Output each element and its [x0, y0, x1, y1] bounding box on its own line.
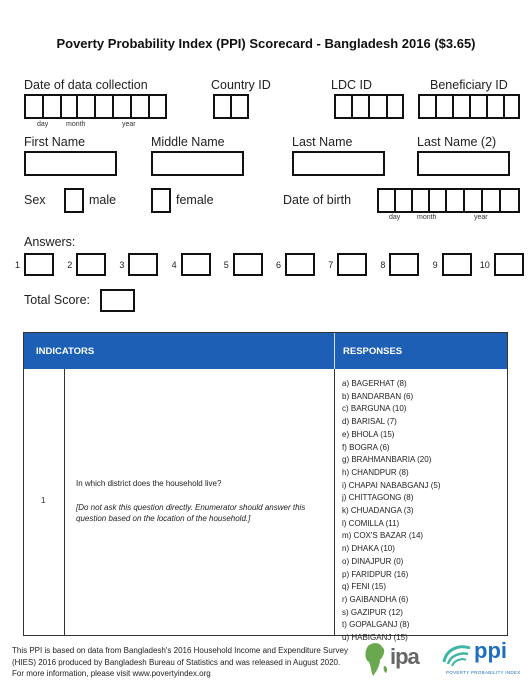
- answer-number-7: 7: [328, 260, 334, 270]
- response-item: b) BANDARBAN (6): [342, 391, 414, 401]
- answer-number-8: 8: [380, 260, 386, 270]
- response-item: i) CHAPAI NABABGANJ (5): [342, 480, 441, 490]
- response-item: r) GAIBANDHA (6): [342, 594, 409, 604]
- footer-text: This PPI is based on data from Bangladesh's 2016 Household Income and Expenditure Survey (HIES) 2016 produced by Bangladesh Bureau of Statistics and was released in August 2020. For more information, please visit www.povertyindex.org: [12, 646, 348, 678]
- response-item: t) GOPALGANJ (8): [342, 620, 410, 630]
- response-item: o) DINAJPUR (0): [342, 556, 404, 566]
- first-name-label: First Name: [24, 135, 86, 149]
- female-label: female: [176, 193, 214, 207]
- country-id-label: Country ID: [211, 78, 271, 92]
- header-indicators: INDICATORS: [36, 346, 95, 357]
- male-label: male: [89, 193, 117, 207]
- date-collection-label: Date of data collection: [24, 78, 148, 92]
- answer-box-5[interactable]: [233, 253, 263, 276]
- total-score-field[interactable]: [100, 289, 135, 312]
- answer-number-5: 5: [223, 260, 229, 270]
- response-item: j) CHITTAGONG (8): [342, 493, 414, 503]
- response-item: m) COX'S BAZAR (14): [342, 531, 424, 541]
- response-item: g) BRAHMANBARIA (20): [342, 455, 432, 465]
- header-responses: RESPONSES: [343, 346, 403, 357]
- response-item: h) CHANDPUR (8): [342, 467, 409, 477]
- table-header: [24, 333, 507, 369]
- question-note: [Do not ask this question directly. Enumerator should answer this question based on the location of the household.]: [76, 503, 306, 523]
- answer-number-6: 6: [276, 260, 282, 270]
- ipa-logo-text: ipa: [390, 644, 419, 669]
- response-item: a) BAGERHAT (8): [342, 379, 407, 388]
- ldc-id-label: LDC ID: [331, 78, 372, 92]
- responses-list: [342, 378, 502, 645]
- ppi-logo-subtext: POVERTY PROBABILITY INDEX: [446, 670, 521, 675]
- answer-number-1: 1: [15, 260, 21, 270]
- answer-box-9[interactable]: [442, 253, 472, 276]
- answer-number-9: 9: [432, 260, 438, 270]
- answer-box-7[interactable]: [337, 253, 367, 276]
- total-score-label: Total Score:: [24, 293, 91, 307]
- response-item: l) COMILLA (11): [342, 518, 400, 528]
- response-item: d) BARISAL (7): [342, 417, 397, 427]
- middle-name-field[interactable]: [151, 151, 244, 176]
- answer-box-2[interactable]: [76, 253, 106, 276]
- answer-box-4[interactable]: [181, 253, 211, 276]
- response-item: u) HABIGANJ (15): [342, 633, 408, 643]
- answer-box-10[interactable]: [494, 253, 524, 276]
- year-label: year: [122, 121, 136, 128]
- beneficiary-id-label: Beneficiary ID: [430, 78, 508, 92]
- page-title: Poverty Probability Index (PPI) Scorecard - Bangladesh 2016 ($3.65): [56, 36, 476, 51]
- answer-number-2: 2: [67, 260, 73, 270]
- female-checkbox[interactable]: [151, 188, 171, 213]
- response-item: q) FENI (15): [342, 582, 387, 592]
- response-item: s) GAZIPUR (12): [342, 607, 403, 617]
- response-item: f) BOGRA (6): [342, 442, 390, 452]
- ppi-logo-text: ppi: [474, 638, 507, 663]
- day-label: day: [37, 121, 49, 128]
- answer-number-3: 3: [119, 260, 125, 270]
- ppi-logo: [440, 638, 525, 682]
- response-item: k) CHUADANGA (3): [342, 506, 414, 516]
- last-name-2-field[interactable]: [417, 151, 510, 176]
- row-number: 1: [41, 496, 46, 505]
- indicators-table: [23, 332, 508, 643]
- response-item: e) BHOLA (15): [342, 429, 395, 439]
- ipa-logo: [362, 638, 432, 680]
- last-name-label: Last Name: [292, 135, 353, 149]
- answer-box-8[interactable]: [389, 253, 419, 276]
- first-name-field[interactable]: [24, 151, 117, 176]
- sex-label: Sex: [24, 193, 46, 207]
- dob-month-label: month: [417, 214, 437, 221]
- male-checkbox[interactable]: [64, 188, 84, 213]
- answer-box-1[interactable]: [24, 253, 54, 276]
- response-item: c) BARGUNA (10): [342, 404, 407, 414]
- answers-label: Answers:: [24, 235, 76, 249]
- response-item: n) DHAKA (10): [342, 544, 395, 554]
- question-text: In which district does the household live?: [76, 479, 222, 488]
- middle-name-label: Middle Name: [151, 135, 225, 149]
- last-name-2-label: Last Name (2): [417, 135, 497, 149]
- response-item: p) FARIDPUR (16): [342, 569, 409, 579]
- answer-box-3[interactable]: [128, 253, 158, 276]
- last-name-field[interactable]: [292, 151, 385, 176]
- answer-number-4: 4: [171, 260, 177, 270]
- dob-year-label: year: [474, 214, 488, 221]
- answer-number-10: 10: [479, 260, 490, 270]
- answer-box-6[interactable]: [285, 253, 315, 276]
- dob-label: Date of birth: [283, 193, 352, 207]
- dob-day-label: day: [389, 214, 401, 221]
- month-label: month: [66, 121, 86, 128]
